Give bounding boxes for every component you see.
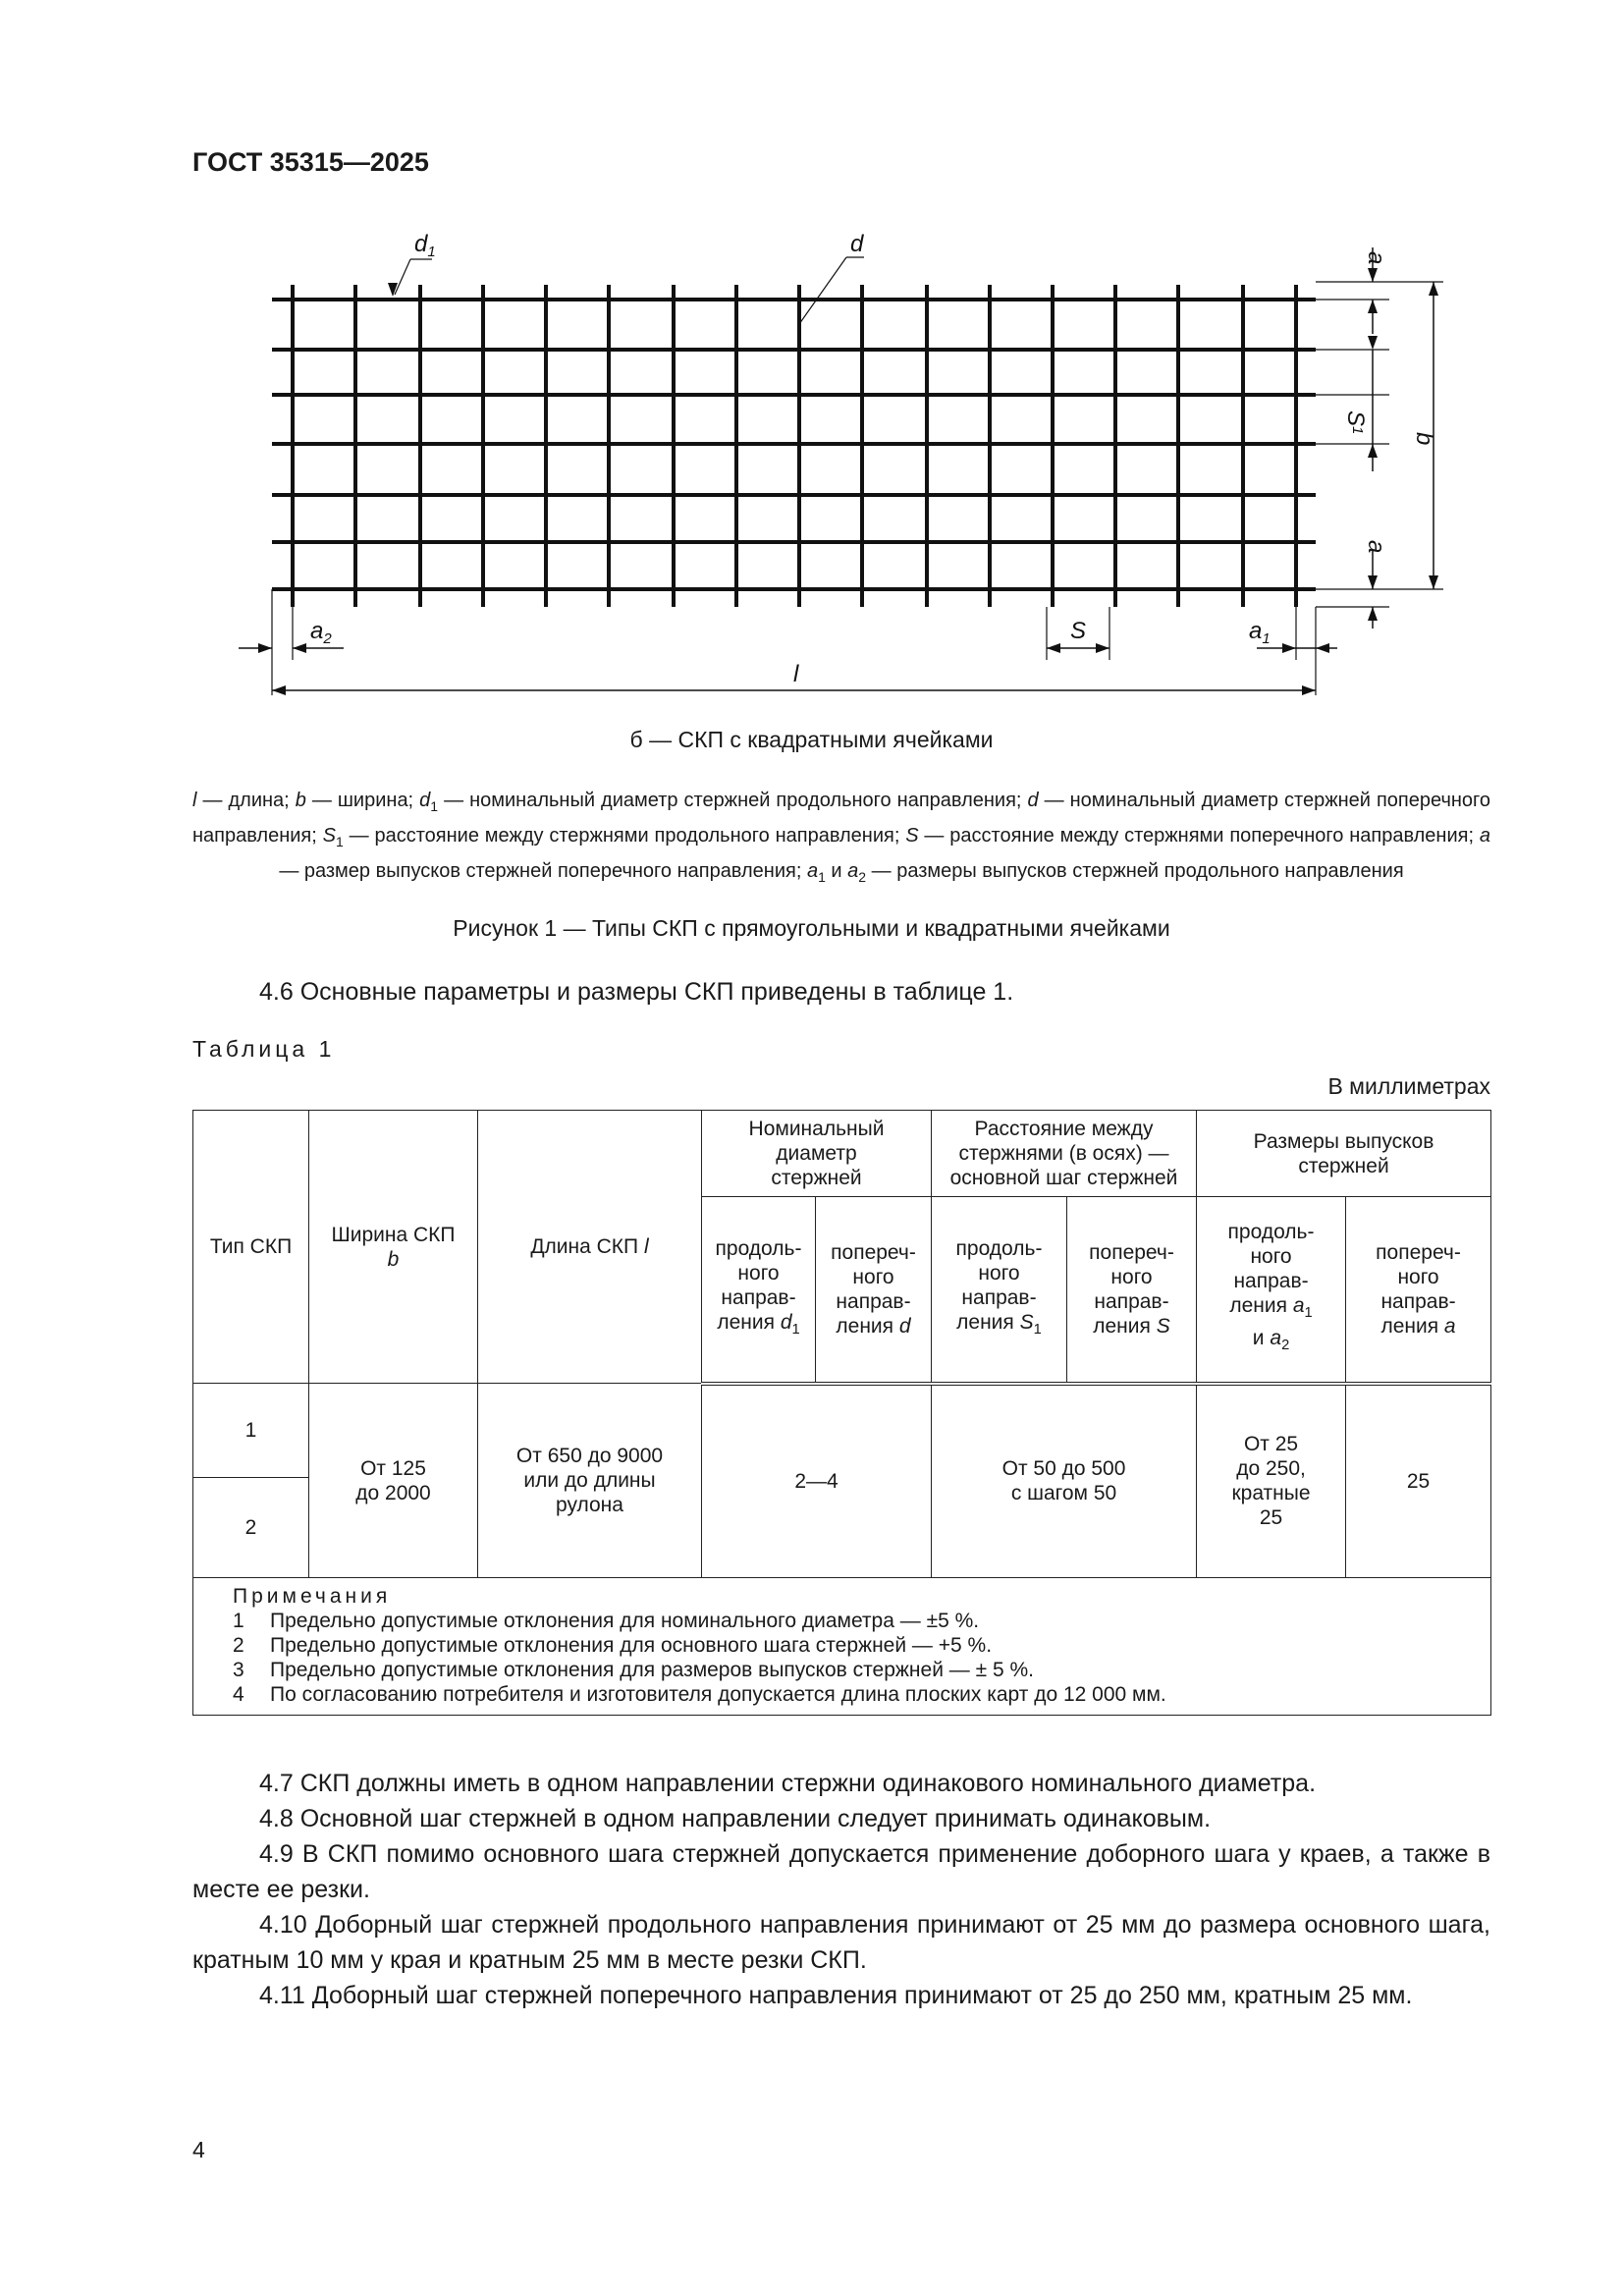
page-number: 4 — [192, 2137, 205, 2162]
figure-legend: l — длина; b — ширина; $d_1$ — номинальный диаметр стержней продольного направления; d — номинальный диаметр стержней поперечного направления; $S_1$ — расстояние между стержнями продольного направления; S — расстояние между стержнями поперечного направления; a — размер выпусков стержней поперечного направления; $a_1$ и $a_2$ — размеры выпусков стержней продольного направления — [192, 790, 1491, 885]
header-outlets-long: продоль- ного направ- ления $a_1$ и $a_2$ — [1197, 1197, 1346, 1384]
arrowhead — [293, 643, 306, 653]
arrowhead — [1368, 607, 1378, 621]
label-d: d — [850, 231, 864, 257]
header-distance-long: продоль- ного направ- ления $S_1$ — [932, 1197, 1067, 1384]
parameters-table — [192, 1110, 1491, 1716]
table-notes — [193, 1578, 1491, 1716]
note-1: 1 Предельно допустимые отклонения для номинального диаметра — ±5 %. — [233, 1610, 980, 1632]
arrowhead — [1368, 300, 1378, 313]
note-3: 3 Предельно допустимые отклонения для размеров выпусков стержней — ± 5 %. — [233, 1659, 1034, 1681]
arrowhead — [1368, 575, 1378, 589]
label-a-bottom: a — [1363, 540, 1389, 554]
arrowhead — [1282, 643, 1296, 653]
label-a2: $a_2$ — [310, 618, 332, 647]
paragraph-4-7: 4.7 СКП должны иметь в одном направлении стержни одинакового номинального диаметра. — [259, 1770, 1317, 1797]
header-width: Ширина СКП b — [309, 1111, 478, 1384]
arrowhead — [1368, 336, 1378, 350]
paragraph-4-8: 4.8 Основной шаг стержней в одном направлении следует принимать одинаковым. — [259, 1805, 1212, 1832]
label-b: b — [1411, 432, 1437, 446]
paragraph-4-9: 4.9 В СКП помимо основного шага стержней допускается применение доборного шага у краев, а также в месте ее резки. — [192, 1840, 1490, 1903]
header-type: Тип СКП — [193, 1111, 309, 1384]
header-distance-cross: попереч- ного направ- ления S — [1067, 1197, 1197, 1384]
label-d1: $d_1$ — [414, 231, 436, 260]
paragraph-4-11: 4.11 Доборный шаг стержней поперечного направления принимают от 25 до 250 мм, кратным 25 мм. — [259, 1982, 1413, 2009]
diameter-value: 2—4 — [702, 1384, 932, 1578]
arrowhead — [1096, 643, 1109, 653]
header-diameter: Номинальный диаметр стержней — [702, 1111, 932, 1197]
header-diameter-cross: попереч- ного направ- ления d — [816, 1197, 932, 1384]
label-a-top: a — [1363, 251, 1389, 265]
arrowhead — [272, 685, 286, 695]
mesh-figure — [0, 0, 1623, 727]
figure-title: Рисунок 1 — Типы СКП с прямоугольными и квадратными ячейками — [453, 915, 1170, 941]
arrowhead — [1047, 643, 1060, 653]
notes-list — [233, 1609, 1479, 1707]
header-length: Длина СКП l — [478, 1111, 702, 1384]
distance-value: От 50 до 500 с шагом 50 — [932, 1384, 1197, 1578]
length-value: От 650 до 9000 или до длины рулона — [478, 1384, 702, 1578]
outlets-long-value: От 25 до 250, кратные 25 — [1197, 1384, 1346, 1578]
arrowhead — [258, 643, 272, 653]
table-label: Таблица 1 — [192, 1036, 336, 1062]
leader-d1 — [395, 259, 410, 295]
mesh-grid — [272, 285, 1316, 607]
arrowhead — [1368, 444, 1378, 458]
label-l: l — [793, 661, 799, 687]
label-s1: $S^1$ — [1342, 410, 1369, 435]
header-outlets-cross: попереч- ного направ- ления a — [1346, 1197, 1491, 1384]
figure-subcaption: б — СКП с квадратными ячейками — [629, 727, 994, 752]
width-value: От 125 до 2000 — [309, 1384, 478, 1578]
arrowhead — [1429, 282, 1438, 296]
header-diameter-long: продоль- ного направ- ления $d_1$ — [702, 1197, 816, 1384]
paragraph-4-6: 4.6 Основные параметры и размеры СКП приведены в таблице 1. — [259, 978, 1014, 1006]
label-s: S — [1070, 618, 1087, 644]
document-header: ГОСТ 35315—2025 — [192, 147, 429, 177]
arrowhead — [1429, 575, 1438, 589]
label-a1: $a_1$ — [1249, 618, 1271, 647]
notes-heading: Примечания — [233, 1585, 392, 1608]
arrowhead — [1368, 268, 1378, 282]
paragraph-4-10: 4.10 Доборный шаг стержней продольного направления принимают от 25 мм до размера основного шага, кратным 10 мм у края и кратным 25 мм в месте резки СКП. — [192, 1911, 1490, 1974]
table-units: В миллиметрах — [1327, 1073, 1490, 1099]
leader-d — [799, 257, 846, 324]
note-2: 2 Предельно допустимые отклонения для основного шага стержней — +5 %. — [233, 1634, 993, 1657]
outlets-cross-value: 25 — [1346, 1384, 1491, 1578]
type-1-cell: 1 — [193, 1384, 309, 1478]
arrowhead — [1302, 685, 1316, 695]
header-outlets: Размеры выпусков стержней — [1197, 1111, 1491, 1197]
header-distance: Расстояние между стержнями (в осях) — основной шаг стержней — [932, 1111, 1197, 1197]
note-4: 4 По согласованию потребителя и изготовителя допускается длина плоских карт до 12 000 мм. — [233, 1683, 1166, 1706]
leader-d1-arrow — [388, 283, 398, 297]
type-2-cell: 2 — [193, 1478, 309, 1578]
